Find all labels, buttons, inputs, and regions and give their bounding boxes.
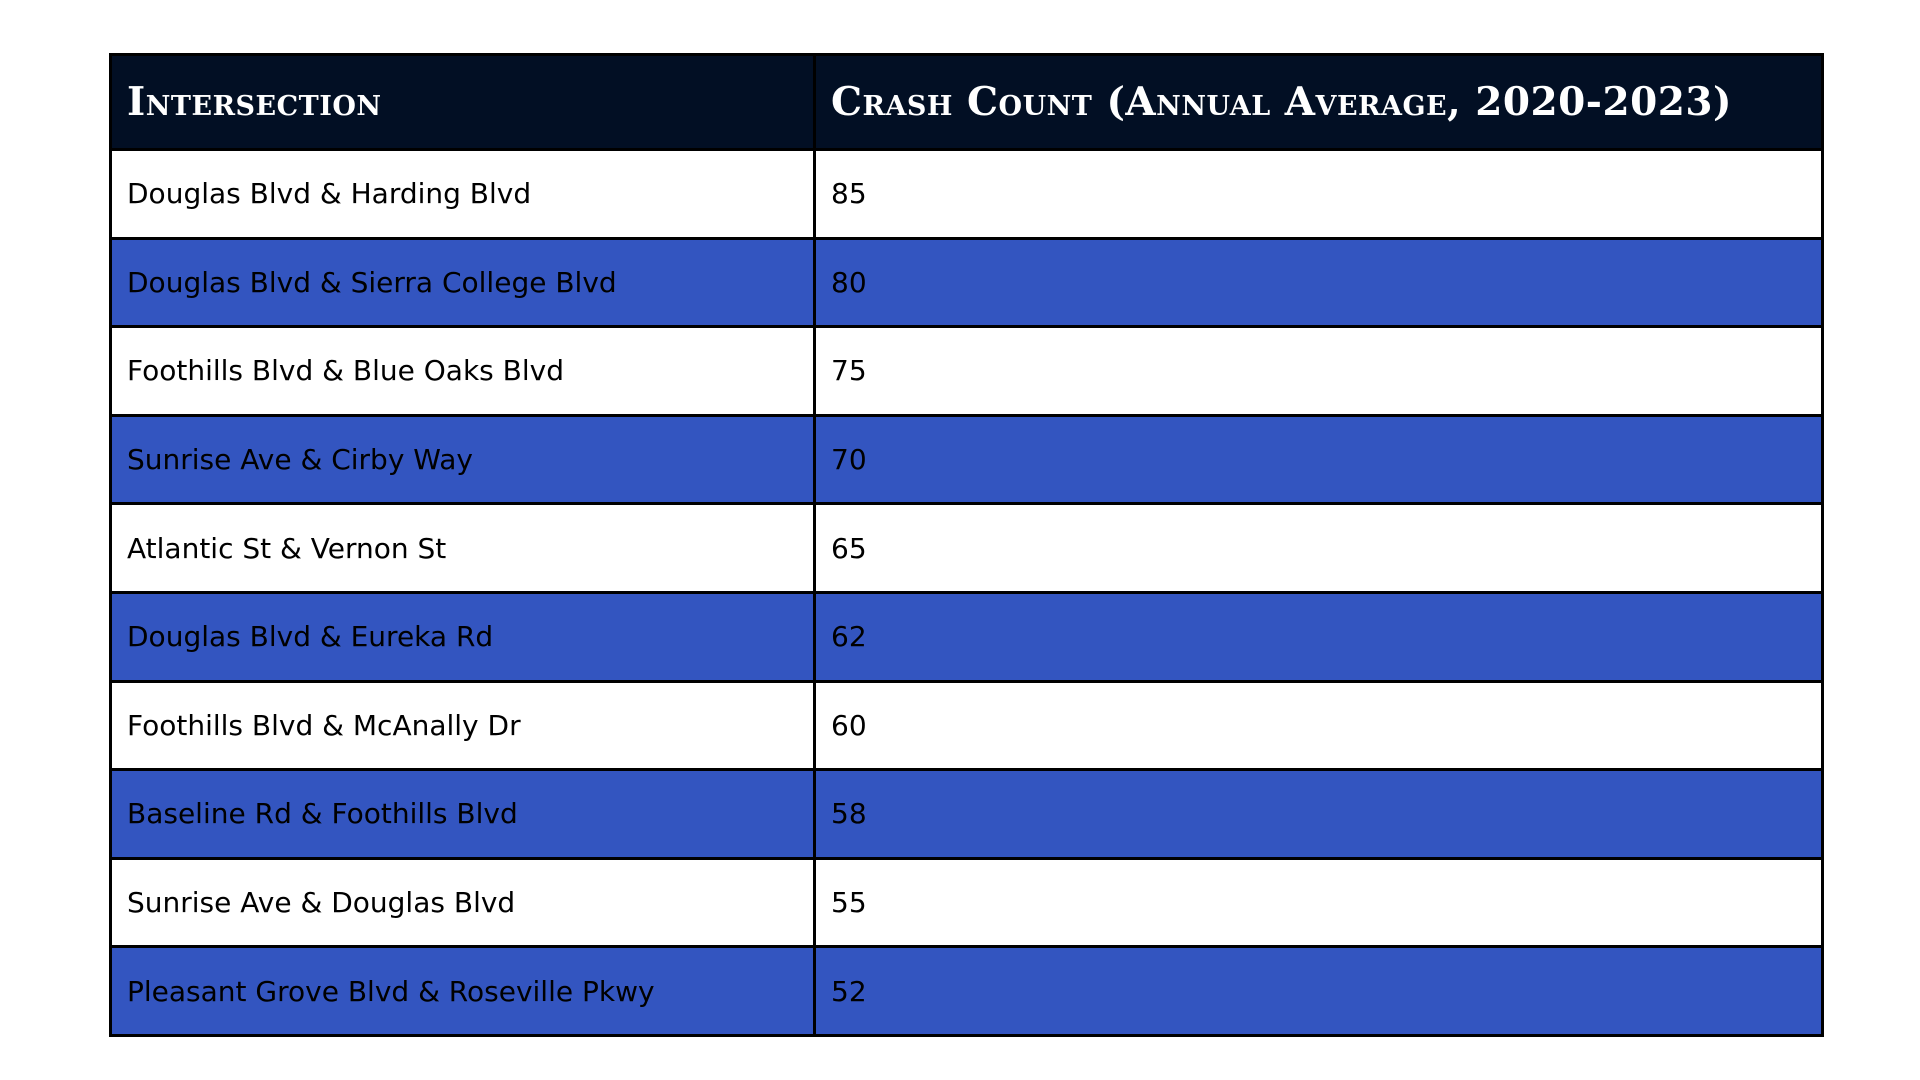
- table-row: [111, 592, 1823, 681]
- cell-crash-count: 65: [815, 504, 1823, 593]
- table-row: [111, 327, 1823, 416]
- cell-intersection: Douglas Blvd & Eureka Rd: [111, 592, 815, 681]
- table-body: [111, 150, 1823, 1036]
- header-intersection: Intersection: [111, 55, 815, 150]
- header-row: [111, 55, 1823, 150]
- cell-intersection: Douglas Blvd & Sierra College Blvd: [111, 238, 815, 327]
- crash-table: [109, 53, 1824, 1037]
- table-row: [111, 238, 1823, 327]
- cell-intersection: Pleasant Grove Blvd & Roseville Pkwy: [111, 947, 815, 1036]
- cell-crash-count: 70: [815, 415, 1823, 504]
- cell-intersection: Foothills Blvd & Blue Oaks Blvd: [111, 327, 815, 416]
- table-row: [111, 415, 1823, 504]
- cell-intersection: Baseline Rd & Foothills Blvd: [111, 770, 815, 859]
- cell-crash-count: 75: [815, 327, 1823, 416]
- table-row: [111, 150, 1823, 239]
- table-row: [111, 504, 1823, 593]
- cell-crash-count: 55: [815, 858, 1823, 947]
- table-row: [111, 681, 1823, 770]
- table-row: [111, 770, 1823, 859]
- table-row: [111, 947, 1823, 1036]
- crash-table-container: [109, 53, 1821, 1037]
- cell-crash-count: 58: [815, 770, 1823, 859]
- cell-crash-count: 62: [815, 592, 1823, 681]
- cell-intersection: Foothills Blvd & McAnally Dr: [111, 681, 815, 770]
- cell-crash-count: 52: [815, 947, 1823, 1036]
- cell-crash-count: 85: [815, 150, 1823, 239]
- cell-intersection: Douglas Blvd & Harding Blvd: [111, 150, 815, 239]
- cell-intersection: Atlantic St & Vernon St: [111, 504, 815, 593]
- cell-intersection: Sunrise Ave & Douglas Blvd: [111, 858, 815, 947]
- header-crash-count: Crash Count (Annual Average, 2020-2023): [815, 55, 1823, 150]
- cell-crash-count: 60: [815, 681, 1823, 770]
- cell-intersection: Sunrise Ave & Cirby Way: [111, 415, 815, 504]
- table-row: [111, 858, 1823, 947]
- cell-crash-count: 80: [815, 238, 1823, 327]
- table-header: [111, 55, 1823, 150]
